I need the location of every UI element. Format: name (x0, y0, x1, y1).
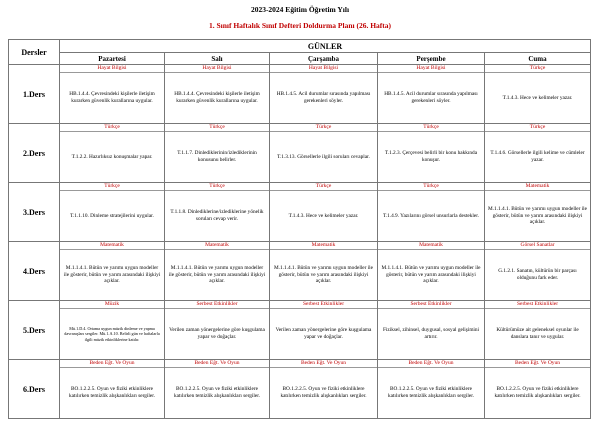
subject-label: Türkçe (270, 183, 377, 191)
schedule-table (8, 39, 591, 419)
subject-label: Türkçe (165, 183, 269, 191)
day-header-tuesday: Salı (165, 53, 270, 65)
subject-label: Türkçe (165, 124, 269, 132)
schedule-row (9, 360, 591, 419)
objective-text: Verilen zaman yönergelerine göre kuşgulama yapar ve doğaçlar. (275, 327, 372, 340)
subject-label: Türkçe (270, 124, 377, 132)
objective-text: BO.1.2.2.5. Oyun ve fiziki etkinliklere katılırken temizlik alışkanlıkları sergiler. (280, 386, 367, 399)
objective-text: Verilen zaman yönergelerine göre kuşgulama yapar ve doğaçlar. (169, 327, 265, 340)
schedule-cell (270, 242, 378, 301)
subject-label: Matematik (270, 242, 377, 250)
subject-label: Serbest Etkinlikler (165, 301, 269, 309)
subject-label: Beden Eğt. Ve Oyun (60, 360, 164, 368)
schedule-cell (60, 242, 165, 301)
subject-label: Serbest Etkinlikler (270, 301, 377, 309)
schedule-cell (60, 124, 165, 183)
lesson-label: 6.Ders (9, 360, 60, 419)
objective-text: BO.1.2.2.5. Oyun ve fiziki etkinliklere katılırken temizlik alışkanlıkları sergiler. (173, 386, 261, 399)
schedule-cell (165, 124, 270, 183)
objective-text: T.1.2.3. Çerçevesi belirli bir konu hakkında konuşur. (384, 150, 478, 163)
objective-text: Kültürümüze ait geleneksel oyunlar ile danslara tanır ve uygular. (496, 327, 579, 340)
objective-text: T.1.2.2. Hazırlıksız konuşmalar yapar. (71, 153, 153, 160)
gunler-header: GÜNLER (60, 40, 591, 53)
schedule-cell (270, 301, 378, 360)
subject-label: Müzik (60, 301, 164, 309)
schedule-cell (378, 65, 485, 124)
subject-label: Serbest Etkinlikler (485, 301, 590, 309)
subject-label: Hayat Bilgisi (270, 65, 377, 73)
objective-text: HB.1.4.4. Çevresindeki kişilerle iletişim kurarken güvenlik kurallarına uygular. (69, 91, 155, 104)
subject-label: Beden Eğt. Ve Oyun (270, 360, 377, 368)
objective-text: T.1.1.8. Dinlediklerine/izlediklerine yönelik soruları cevap verir. (170, 209, 264, 222)
schedule-cell (60, 183, 165, 242)
subject-label: Matematik (165, 242, 269, 250)
schedule-cell (485, 360, 591, 419)
subject-label: Hayat Bilgisi (60, 65, 164, 73)
day-header-friday: Cuma (485, 53, 591, 65)
objective-text: M.1.1.4.1. Bütün ve yarımı uygun modeller ile gösterir, bütün ve yarım arasındaki ilişkiyi açıklar. (168, 265, 266, 285)
objective-text: M.1.1.4.1. Bütün ve yarımı uygun modeller ile gösterir, bütün ve yarım arasındaki ilişkiyi açıklar. (273, 265, 373, 285)
objective-text: T.1.4.9. Yazılarını görsel unsurlarla destekler. (382, 212, 480, 219)
subject-label: Türkçe (378, 124, 484, 132)
subject-label: Hayat Bilgisi (165, 65, 269, 73)
lesson-label: 3.Ders (9, 183, 60, 242)
lesson-label: 2.Ders (9, 124, 60, 183)
schedule-cell (378, 301, 485, 360)
objective-text: T.1.1.10. Dinleme stratejilerini uygular. (70, 212, 154, 219)
schedule-row (9, 242, 591, 301)
schedule-cell (378, 360, 485, 419)
subject-label: Türkçe (378, 183, 484, 191)
subject-label: Türkçe (60, 124, 164, 132)
objective-text: T.1.4.3. Hece ve kelimeler yazar. (502, 94, 573, 101)
subject-label: Türkçe (60, 183, 164, 191)
objective-text: T.1.4.3. Hece ve kelimeler yazar. (288, 212, 359, 219)
lesson-label: 5.Ders (9, 301, 60, 360)
objective-text: M.1.1.4.1. Bütün ve yarımı uygun modeller ile gösterir, bütün ve yarım arasındaki ilişkiyi açıklar. (381, 265, 481, 285)
objective-text: Fiziksel, zihinsel, duygusal, sosyal gelişimini artırır. (382, 327, 480, 340)
schedule-cell (60, 65, 165, 124)
schedule-row (9, 124, 591, 183)
objective-text: BO.1.2.2.5. Oyun ve fiziki etkinliklere katılırken temizlik alışkanlıkları sergiler. (68, 386, 156, 399)
page-subtitle: 1. Sınıf Haftalık Sınıf Defteri Doldurma Planı (26. Hafta) (208, 21, 392, 30)
schedule-row (9, 65, 591, 124)
subject-label: Görsel Sanatlar (485, 242, 590, 250)
objective-text: HB.1.4.5. Acil durumlar sırasında yapılması gerekenleri söyler. (276, 91, 371, 104)
subject-label: Beden Eğt. Ve Oyun (165, 360, 269, 368)
schedule-cell (485, 124, 591, 183)
schedule-cell (378, 183, 485, 242)
schedule-cell (60, 301, 165, 360)
schedule-cell (485, 65, 591, 124)
subject-label: Serbest Etkinlikler (378, 301, 484, 309)
page-title: 2023-2024 Eğitim Öğretim Yılı (250, 5, 350, 14)
schedule-cell (165, 183, 270, 242)
lesson-label: 1.Ders (9, 65, 60, 124)
schedule-cell (165, 65, 270, 124)
day-header-monday: Pazartesi (60, 53, 165, 65)
subject-label: Matematik (60, 242, 164, 250)
subject-label: Beden Eğt. Ve Oyun (378, 360, 484, 368)
schedule-row (9, 301, 591, 360)
schedule-cell (378, 124, 485, 183)
objective-text: T.1.1.7. Dinlediklerinin/izlediklerinin konusunu belirler. (177, 150, 257, 163)
objective-text: HB.1.4.5. Acil durumlar sırasında yapılması gerekenleri söyler. (384, 91, 478, 104)
day-header-wednesday: Çarşamba (270, 53, 378, 65)
dersler-header: Dersler (9, 40, 60, 65)
schedule-cell (270, 124, 378, 183)
objective-text: M.1.1.4.1. Bütün ve yarımı uygun modeller ile gösterir, bütün ve yarım arasındaki ilişkiyi açıklar. (63, 265, 161, 285)
day-header-thursday: Perşembe (378, 53, 485, 65)
schedule-cell (485, 183, 591, 242)
schedule-cell (270, 183, 378, 242)
schedule-cell (485, 301, 591, 360)
schedule-cell (485, 242, 591, 301)
schedule-cell (165, 301, 270, 360)
objective-text: BO.1.2.2.5. Oyun ve fiziki etkinliklere katılırken temizlik alışkanlıkları sergiler. (494, 386, 581, 399)
subject-label: Matematik (378, 242, 484, 250)
schedule-cell (165, 360, 270, 419)
schedule-cell (60, 360, 165, 419)
subject-label: Matematik (485, 183, 590, 191)
objective-text: T.1.3.13. Görsellerle ilgili soruları cevaplar. (277, 153, 370, 160)
subject-label: Türkçe (485, 65, 590, 73)
objective-text: M.1.1.4.1. Bütün ve yarımı uygun modeller ile gösterir, bütün ve yarım arasındaki ilişkiyi açıklar. (488, 206, 588, 226)
objective-text: BO.1.2.2.5. Oyun ve fiziki etkinliklere katılırken temizlik alışkanlıkları sergiler. (387, 386, 475, 399)
schedule-cell (165, 242, 270, 301)
schedule-row (9, 183, 591, 242)
subject-label: Hayat Bilgisi (378, 65, 484, 73)
objective-text: G.1.2.1. Sanatın, kültürün bir parçası olduğunu fark eder. (498, 268, 577, 281)
lesson-label: 4.Ders (9, 242, 60, 301)
schedule-cell (270, 360, 378, 419)
objective-text: HB.1.4.4. Çevresindeki kişilerle iletişim kurarken güvenlik kurallarına uygular. (174, 91, 260, 104)
subject-label: Türkçe (485, 124, 590, 132)
objective-text: T.1.4.6. Görsellerle ilgili kelime ve cümleler yazar. (490, 150, 585, 163)
schedule-cell (270, 65, 378, 124)
schedule-cell (378, 242, 485, 301)
subject-label: Beden Eğt. Ve Oyun (485, 360, 590, 368)
objective-text: Mü.1.D.4. Ortama uygun müzik dinleme ve yapma davranışları sergiler. Mü.1.A.10. Belirli gün ve haftalarla ilgili müzik etkinliklerine katılır. (64, 326, 160, 342)
